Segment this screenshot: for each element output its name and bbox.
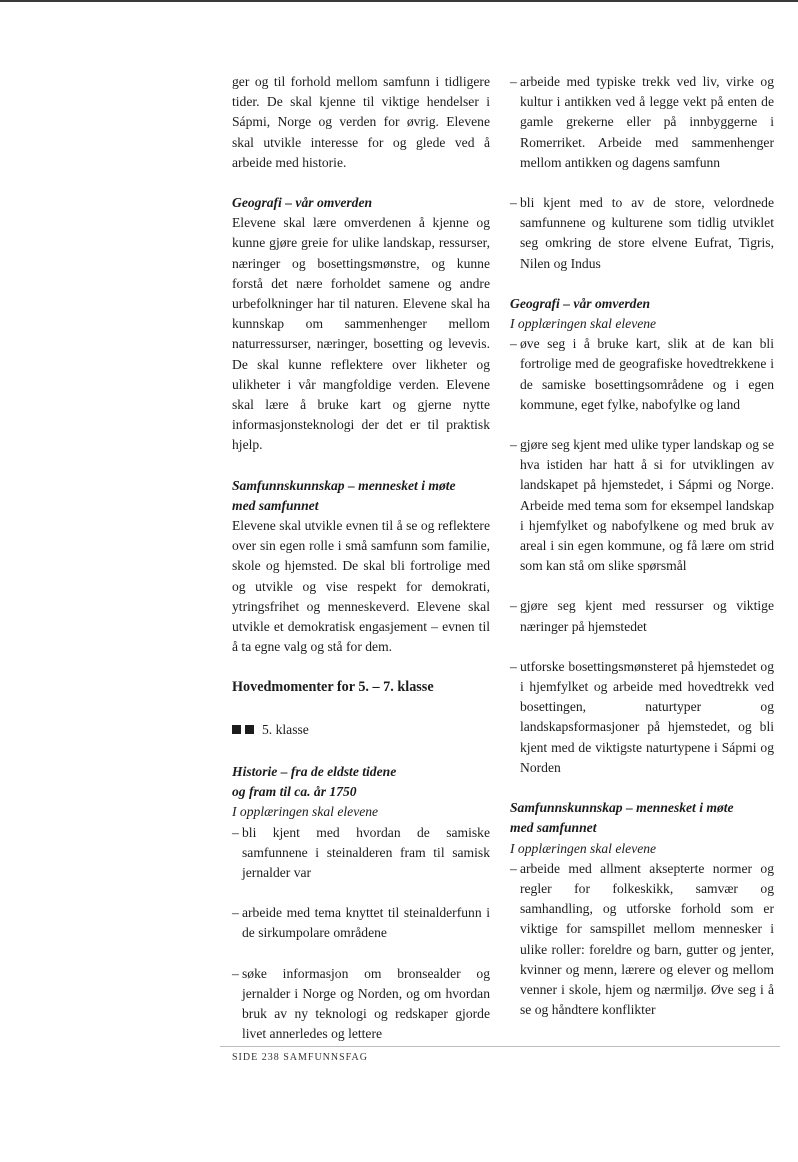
footer-divider (220, 1046, 780, 1047)
list-item: – øve seg i å bruke kart, slik at de kan bli fortrolige med de geografiske hovedtrekkene i de samiske bosettingsområdene og i egen kommune, eget fylke, nabofylke og land (510, 334, 774, 415)
samfunn-heading-right-line2: med samfunnet (510, 820, 597, 836)
geografi-heading-right: Geografi – vår omverden (510, 295, 651, 311)
samfunn-list (510, 859, 774, 1021)
historie-list-continued (510, 72, 774, 274)
geografi-subheading: I opplæringen skal elevene (510, 316, 657, 332)
list-item: – arbeide med tema knyttet til steinalderfunn i de sirkumpolare områdene (232, 903, 490, 943)
list-item: – arbeide med typiske trekk ved liv, virke og kultur i antikken ved å legge vekt på enten de gamle grekerne eller på innbyggerne i Romerriket. Arbeide med sammenhenger mellom antikken og dagens samfunn (510, 72, 774, 173)
samfunn-heading-right-line1: Samfunnskunnskap – mennesket i møte (510, 800, 734, 816)
historie-subheading: I opplæringen skal elevene (232, 804, 379, 820)
hovedmomenter-heading: Hovedmomenter for 5. – 7. klasse (232, 679, 434, 696)
list-item: – bli kjent med to av de store, velordnede samfunnene og kulturene som tidlig utviklet seg omkring de store elvene Eufrat, Tigris, Nilen og Indus (510, 193, 774, 274)
historie-list (232, 823, 490, 1045)
list-item: – bli kjent med hvordan de samiske samfunnene i steinalderen fram til samisk jernalder var (232, 823, 490, 884)
historie-heading-line2: og fram til ca. år 1750 (232, 784, 357, 800)
geografi-heading: Geografi – vår omverden (232, 195, 373, 211)
geografi-section (232, 193, 490, 456)
list-item: – gjøre seg kjent med ulike typer landskap og se hva istiden har hatt å si for utviklingen av landskapet på hjemstedet, i Sápmi og Norge. Arbeide med tema som for eksempel landskap i hjemfylket og nabofylkene og med bruk av areal i sin egen kommune, og få lære om strid som kan stå om slike spørsmål (510, 435, 774, 576)
samfunn-heading-line2: med samfunnet (232, 497, 319, 513)
list-item: – arbeide med allment aksepterte normer og regler for folkeskikk, samvær og samhandling, og utforske forhold som er viktige for samspillet mellom mennesker i ulike roller: foreldre og barn, gutter og jenter, kvinner og menn, lærere og elever og mellom venner i skole, hjem og nærmiljø. Øve seg i å se og håndtere konflikter (510, 859, 774, 1021)
list-item: – utforske bosettingsmønsteret på hjemstedet og i hjemfylket og arbeide med hovedtrekk ved bosettingen, naturtyper og landskapsformasjoner på hjemstedet, og bli kjent med de viktigste naturtypene i Sápmi og Norden (510, 657, 774, 778)
list-item: – søke informasjon om bronsealder og jernalder i Norge og Norden, og om hvordan bruk av ny teknologi og redskaper gjorde livet annerledes og lettere (232, 964, 490, 1045)
geografi-list (510, 334, 774, 778)
page-footer: SIDE 238 SAMFUNNSFAG (232, 1052, 368, 1063)
list-item: – gjøre seg kjent med ressurser og viktige næringer på hjemstedet (510, 596, 774, 636)
samfunn-subheading: I opplæringen skal elevene (510, 840, 657, 856)
samfunn-section (232, 476, 490, 658)
top-border (0, 0, 798, 2)
right-column (510, 72, 774, 1040)
intro-paragraph: ger og til forhold mellom samfunn i tidligere tider. De skal kjenne til viktige hendelser i Sápmi, Norge og verden for øvrig. Elevene skal utvikle interesse for og glede ved å arbeide med historie. (232, 74, 490, 170)
square-bullet-icon (232, 725, 241, 734)
geografi-text: Elevene skal lære omverdenen å kjenne og kunne gjøre greie for ulike landskap, ressurser, næringer og bosettingsmønstre, og kunne forstå det nære forholdet samene og andre urbefolkninger har til naturen. Elevene skal ha kunnskap om sammenhenger mellom naturressurser, næringer, bosetting og levevis. De skal kunne reflektere over likheter og ulikheter i vår mangfoldige verden. Elevene skal lære å bruke kart og gjerne nytte informasjonsteknologi der det er til praktisk hjelp. (232, 215, 490, 453)
grade-text: 5. klasse (262, 721, 309, 737)
samfunn-heading-line1: Samfunnskunnskap – mennesket i møte (232, 477, 456, 493)
historie-heading-line1: Historie – fra de eldste tidene (232, 763, 397, 779)
left-column (232, 72, 490, 1064)
samfunn-text: Elevene skal utvikle evnen til å se og reflektere over sin egen rolle i små samfunn som familie, skole og hjemsted. De skal bli fortrolige med og utvikle og vise respekt for demokrati, ytringsfrihet og menneskeverd. Elevene skal utvikle et demokratisk engasjement – evnen til å ta egne valg og stå for dem. (232, 518, 490, 655)
square-bullet-icon (245, 725, 254, 734)
grade-label (232, 720, 490, 740)
